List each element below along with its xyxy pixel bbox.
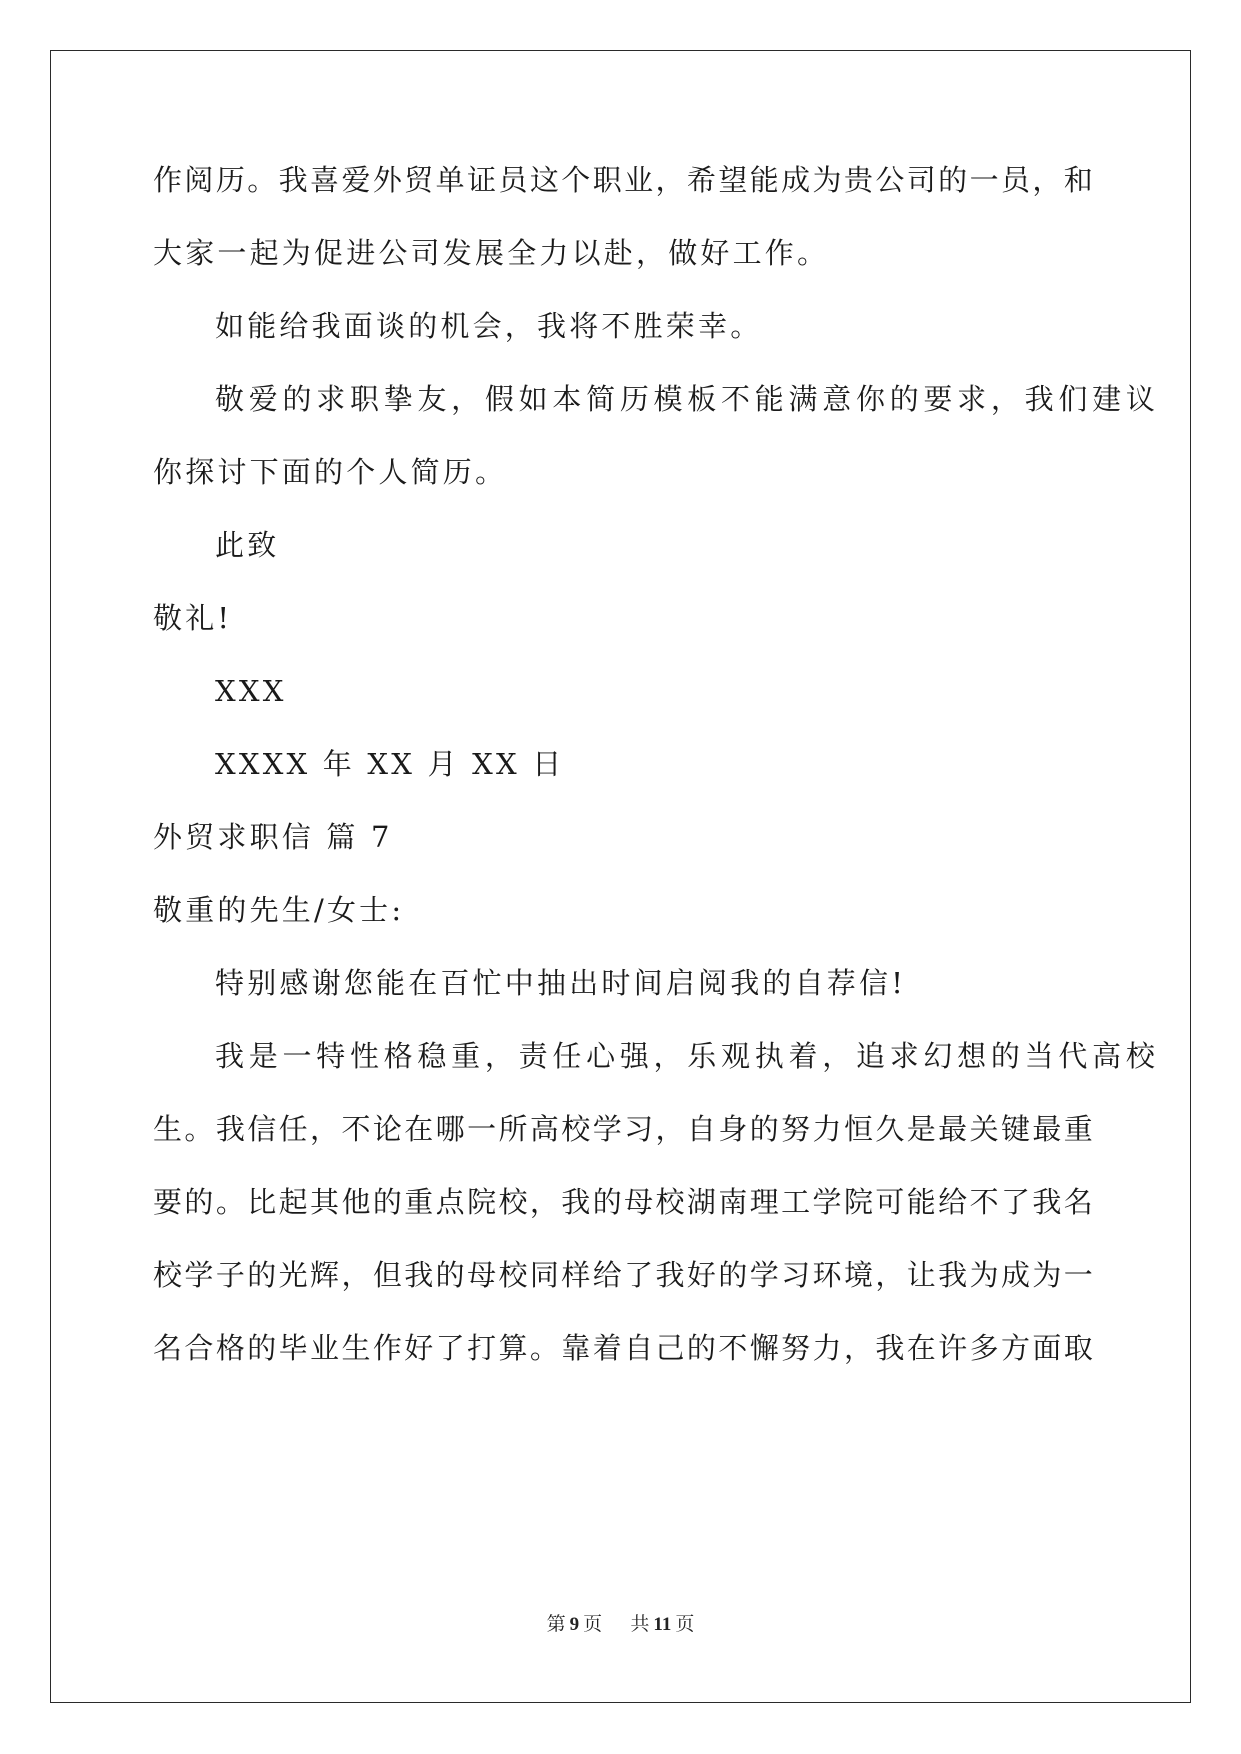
text-line: 生 。 我 信 任 ， 不 论 在 哪 一 所 高 校 学 习 ， 自 身 的 努 力 恒 久 是 最 关 键 最 重 — [153, 1112, 1093, 1146]
text-line: 如能给我面谈的机会，我将不胜荣幸。 — [215, 309, 763, 343]
page-suffix: 页 — [583, 1613, 603, 1635]
page-number: 9 — [569, 1614, 580, 1635]
total-pages: 11 — [653, 1614, 672, 1635]
text-line: 我 是 一 特 性 格 稳 重 ， 责 任 心 强 ， 乐 观 执 着 ， 追 求 幻 想 的 当 代 高 校 — [215, 1039, 1155, 1073]
text-line: 特别感谢您能在百忙中抽出时间启阅我的自荐信! — [215, 966, 907, 1000]
text-line: 要 的 。 比 起 其 他 的 重 点 院 校 ， 我 的 母 校 湖 南 理 工 学 院 可 能 给 不 了 我 名 — [153, 1185, 1093, 1219]
text-line: 大家一起为促进公司发展全力以赴，做好工作。 — [153, 236, 830, 270]
text-line: 此致 — [215, 528, 280, 562]
text-line: XXXX 年 XX 月 XX 日 — [215, 747, 565, 781]
text-line: 敬重的先生/女士: — [153, 893, 405, 927]
text-line: 你探讨下面的个人简历。 — [153, 455, 508, 489]
text-line: 名 合 格 的 毕 业 生 作 好 了 打 算 。 靠 着 自 己 的 不 懈 努 力 ， 我 在 许 多 方 面 取 — [153, 1331, 1093, 1365]
text-line: 校 学 子 的 光 辉 ， 但 我 的 母 校 同 样 给 了 我 好 的 学 习 环 境 ， 让 我 为 成 为 一 — [153, 1258, 1093, 1292]
text-line: XXX — [215, 674, 287, 708]
page-border — [50, 50, 1191, 1703]
page-prefix: 第 — [546, 1613, 566, 1635]
text-line: 外贸求职信 篇 7 — [153, 820, 393, 854]
text-line: 敬礼! — [153, 601, 233, 635]
text-line: 敬 爱 的 求 职 挚 友 ， 假 如 本 简 历 模 板 不 能 满 意 你 的 要 求 ， 我 们 建 议 — [215, 382, 1155, 416]
total-prefix: 共 — [630, 1613, 650, 1635]
page-footer — [0, 1612, 1241, 1637]
text-line: 作 阅 历 。 我 喜 爱 外 贸 单 证 员 这 个 职 业 ， 希 望 能 成 为 贵 公 司 的 一 员 ， 和 — [153, 163, 1093, 197]
total-suffix: 页 — [675, 1613, 695, 1635]
